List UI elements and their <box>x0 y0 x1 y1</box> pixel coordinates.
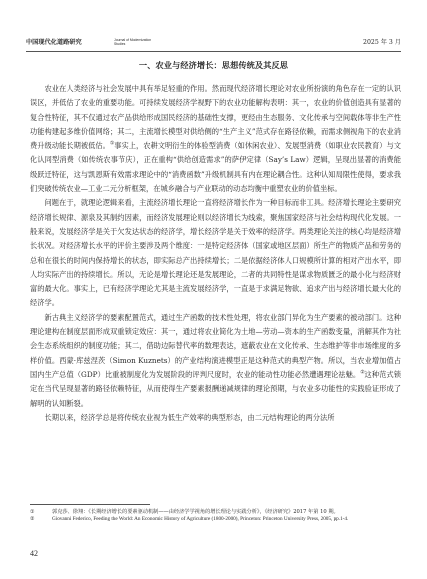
paragraph-text: 新古典主义经济学的要素配置范式，通过生产函数的技术性处理，将农业部门异化为生产要素的被动部门。这种理论建构在制度层面形成双重锁定效应：其一，通过将农业简化为土地—劳动—资本的生产函数变量，消解其作为社会生态系统组织的制度功能； <box>30 312 401 351</box>
paragraph <box>30 196 401 310</box>
footnote-text: 郭克莎、徐翔：《长期经济增长的要素驱动机制——由经济学学视角的增长理论与实践分析》，《经济研究》2017 年第 10 期。 <box>52 509 339 515</box>
footnote-text: Giovanni Federico, Feeding the World: An Economic History of Agriculture (1800-2000), Princeton: Princeton University Press, 2005, pp.1-4. <box>52 516 349 523</box>
footnotes <box>30 509 401 524</box>
article-body <box>30 82 401 425</box>
paragraph <box>30 82 401 196</box>
footnote <box>30 516 401 523</box>
footnote-divider <box>30 504 150 505</box>
footnote-ref[interactable]: ① <box>109 141 115 147</box>
paragraph-text: 问题在于，就理论逻辑来看，主流经济增长理论一直将经济增长作为一种目标而非工具。经济增长理论主要研究经济增长规律、源泉及其制约因素，而经济发展理论则以经济增长为线索，聚焦国家经济与社会结构现代化发展。一般来说，发展经济学是关于欠发达状态的经济学，增长经济学是关于效率的经济学。两类理论关注的核心均是经济增长状况。对经济增长水平的评价主要涉及两个维度：一是特定经济体（国家或地区层面）所生产的物质产品和劳务的总和在很长的时间内保持增长的状态，即实际总产出持续增长；二是依据经济体人口规模所计算的相对产出水平，即人均实际产出的持续增长。所以，无论是增长理论还是发展理论，二者的共同特性是谋求物质匮乏的最小化与经济财富的最大化。事实上，已有经济学理论尤其是主流发展经济学，一直是于求满足物欲、追求产出与经济增长最大化的经济学。 <box>30 198 401 308</box>
paragraph-text: 这种范式锁定在当代呈现显著的路径依赖特征，从而使得生产要素报酬递减规律的理论预期，与农业多功能性的实践验证形成了解明的认知断裂。 <box>30 369 401 408</box>
paragraph <box>30 311 401 411</box>
paragraph-text: 农业在人类经济与社会发展中具有举足轻重的作用。然而现代经济增长理论对农业所扮演的角色存在一定的认识误区，并低估了农业的重要功能。可持续发展经济学视野下的农业功能解构表明：其一，农业的价值创造具有显著的复合性特征，其不仅通过农产品供给形成国民经济的基础性支撑，更经由生态服务、文化传承与空间载体等非生产性功能构建起多维价值网络；其二，主流增长模型对供给侧的“生产主义”范式存在路径依赖，而需求侧视角下的农业消费升级动能长期被低估。 <box>30 84 401 151</box>
footnote-number: ② <box>30 516 35 523</box>
section-heading: 一、农业与经济增长：思想传统及其反思 <box>138 60 289 70</box>
journal-title: 中国现代化道路研究 <box>26 39 82 46</box>
journal-english-title: Journal of Modernization Studies <box>114 38 152 47</box>
paragraph <box>30 411 401 425</box>
footnote-ref[interactable]: ② <box>360 370 365 376</box>
page-number: 42 <box>30 549 38 558</box>
footnote-number: ① <box>30 509 35 515</box>
header-divider <box>26 51 401 52</box>
paragraph-text: 长期以来，经济学总是将传统农业视为低生产效率的典型形态，由二元结构理论的两分法所 <box>44 412 335 422</box>
running-header <box>26 36 401 50</box>
issue-date: 2025 年 3 月 <box>363 39 401 46</box>
paragraph-text: 事实上，农耕文明衍生的体验型消费（如休闲农业）、发展型消费（如职业农民教育）与文化认同型消费（如传统农事节庆），正在重构“供给创造需求”的萨伊定律（Say’s Law）逻辑，呈现出显著的消费能级跃迁特征，这与凯恩斯有效需求理论中的“消费函数”升级机制具有内在理论耦合性。这种认知局限性使得，要求我们突破传统农业—工业二元分析框架，在城乡融合与产业联动的动态均衡中重塑农业的价值坐标。 <box>30 141 401 194</box>
paragraph-text: 其二，借助边际替代率的数理表达，遮蔽农业在文化传承、生态维护等非市场维度的多样价值。西蒙·库兹涅茨（Simon Kuznets）的产业结构演进模型正是这种范式的典型产物。所以，当农业增加值占国内生产总值（GDP）比重被制度化为发展阶段的评判尺度时，农业的能动性功能必然遭遇理论祛魅。 <box>30 341 401 379</box>
